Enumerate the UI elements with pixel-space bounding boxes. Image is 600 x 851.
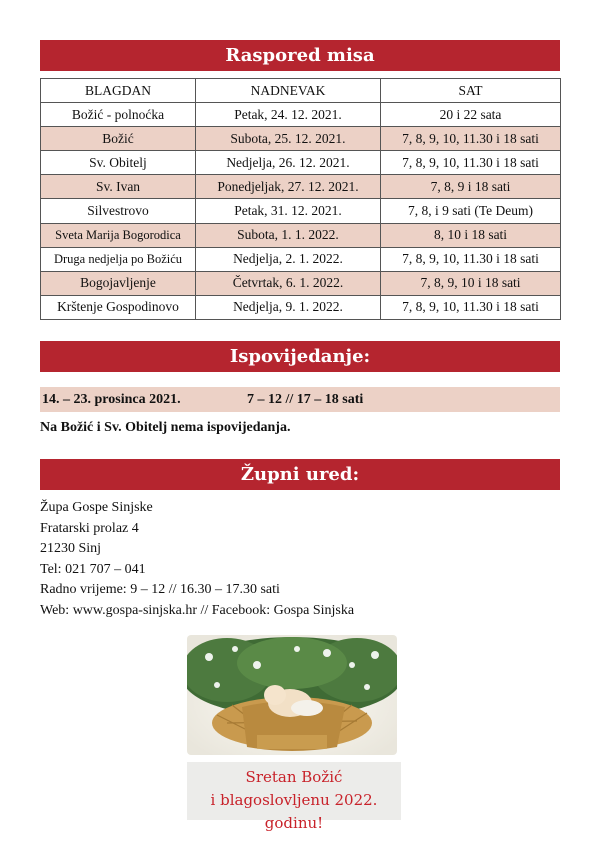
column-header-time: SAT bbox=[381, 79, 561, 103]
feast-cell: Bogojavljenje bbox=[41, 271, 196, 295]
web-and-facebook: Web: www.gospa-sinjska.hr // Facebook: Gospa Sinjska bbox=[40, 602, 355, 618]
column-header-date: NADNEVAK bbox=[196, 79, 381, 103]
greeting-line-2: i blagoslovljenu 2022. godinu! bbox=[210, 791, 378, 832]
table-row bbox=[41, 103, 561, 127]
confession-times-row bbox=[40, 387, 560, 412]
confession-title: Ispovijedanje: bbox=[229, 346, 371, 367]
greeting-line-1: Sretan Božić bbox=[245, 768, 343, 786]
working-hours: Radno vrijeme: 9 – 12 // 16.30 – 17.30 sati bbox=[40, 582, 280, 597]
christmas-greeting bbox=[187, 762, 401, 832]
table-row bbox=[41, 199, 561, 223]
address-street: Fratarski prolaz 4 bbox=[40, 520, 139, 536]
time-cell: 7, 8, 9, 10, 11.30 i 18 sati bbox=[381, 247, 561, 271]
date-cell: Nedjelja, 9. 1. 2022. bbox=[196, 295, 381, 319]
date-cell: Subota, 1. 1. 2022. bbox=[196, 223, 381, 247]
feast-cell: Krštenje Gospodinovo bbox=[41, 295, 196, 319]
date-cell: Nedjelja, 26. 12. 2021. bbox=[196, 151, 381, 175]
phone-number: Tel: 021 707 – 041 bbox=[40, 561, 146, 577]
date-cell: Petak, 24. 12. 2021. bbox=[196, 103, 381, 127]
parish-office-title: Župni ured: bbox=[240, 464, 360, 485]
mass-schedule-title: Raspored misa bbox=[225, 45, 375, 66]
confession-hours: 7 – 12 // 17 – 18 sati bbox=[247, 391, 364, 407]
table-header-row bbox=[41, 79, 561, 103]
time-cell: 20 i 22 sata bbox=[381, 103, 561, 127]
address-city: 21230 Sinj bbox=[40, 541, 102, 556]
feast-cell: Druga nedjelja po Božiću bbox=[41, 247, 196, 271]
table-row bbox=[41, 127, 561, 151]
feast-cell: Božić bbox=[41, 127, 196, 151]
date-cell: Petak, 31. 12. 2021. bbox=[196, 199, 381, 223]
time-cell: 8, 10 i 18 sati bbox=[381, 223, 561, 247]
time-cell: 7, 8, 9, 10 i 18 sati bbox=[381, 271, 561, 295]
table-row bbox=[41, 295, 561, 319]
time-cell: 7, 8, 9 i 18 sati bbox=[381, 175, 561, 199]
table-row bbox=[41, 247, 561, 271]
confession-note: Na Božić i Sv. Obitelj nema ispovijedanja. bbox=[40, 420, 291, 435]
date-cell: Ponedjeljak, 27. 12. 2021. bbox=[196, 175, 381, 199]
table-row bbox=[41, 271, 561, 295]
date-cell: Subota, 25. 12. 2021. bbox=[196, 127, 381, 151]
parish-office-contact bbox=[40, 498, 354, 621]
feast-cell: Sv. Ivan bbox=[41, 175, 196, 199]
feast-cell: Sveta Marija Bogorodica bbox=[41, 223, 196, 247]
time-cell: 7, 8, 9, 10, 11.30 i 18 sati bbox=[381, 151, 561, 175]
time-cell: 7, 8, i 9 sati (Te Deum) bbox=[381, 199, 561, 223]
feast-cell: Silvestrovo bbox=[41, 199, 196, 223]
date-cell: Četvrtak, 6. 1. 2022. bbox=[196, 271, 381, 295]
parish-office-header bbox=[40, 459, 560, 490]
mass-schedule-table bbox=[40, 78, 561, 320]
date-cell: Nedjelja, 2. 1. 2022. bbox=[196, 247, 381, 271]
feast-cell: Božić - polnoćka bbox=[41, 103, 196, 127]
feast-cell: Sv. Obitelj bbox=[41, 151, 196, 175]
nativity-illustration bbox=[187, 635, 397, 755]
table-row bbox=[41, 151, 561, 175]
mass-schedule-header bbox=[40, 40, 560, 71]
table-row bbox=[41, 223, 561, 247]
nativity-image bbox=[187, 635, 397, 755]
column-header-feast: BLAGDAN bbox=[41, 79, 196, 103]
parish-name: Župa Gospe Sinjske bbox=[40, 500, 153, 515]
time-cell: 7, 8, 9, 10, 11.30 i 18 sati bbox=[381, 127, 561, 151]
confession-header bbox=[40, 341, 560, 372]
confession-dates: 14. – 23. prosinca 2021. bbox=[42, 391, 181, 407]
time-cell: 7, 8, 9, 10, 11.30 i 18 sati bbox=[381, 295, 561, 319]
table-row bbox=[41, 175, 561, 199]
